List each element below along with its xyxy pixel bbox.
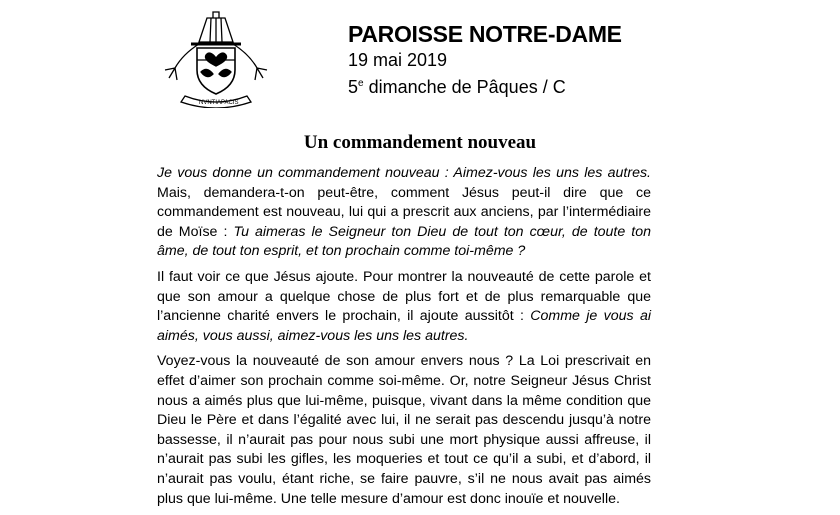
sunday-suffix: e [358, 78, 364, 89]
header [348, 20, 622, 99]
sunday-rest: dimanche de Pâques / C [363, 77, 566, 97]
liturgical-sunday [348, 72, 622, 99]
p1-quote2: Tu aimeras le Seigneur ton Dieu de tout ton cœur, de toute ton âme, de tout ton esprit, et ton prochain comme toi-même ? [157, 223, 651, 260]
motto-word-2: PACIS [221, 100, 239, 106]
paragraph-2 [157, 268, 651, 346]
p2-quote: Comme je vous ai aimés, vous aussi, aimez-vous les uns les autres. [157, 308, 651, 344]
p1-quote: Je vous donne un commandement nouveau : Aimez-vous les uns les autres. [157, 165, 651, 181]
motto-word-1: NVNTIA [199, 100, 222, 106]
paragraph-3 [157, 352, 651, 509]
sunday-date: 19 mai 2019 [348, 50, 448, 70]
parish-coat-of-arms-logo [155, 8, 277, 108]
p1-text: Mais, demandera-t-on peut-être, comment Jésus peut-il dire que ce commandement est nouveau, lui qui a prescrit aux anciens, par l’intermédiaire de Moïse : [157, 184, 651, 240]
homily-body [157, 164, 651, 515]
p2-text: Il faut voir ce que Jésus ajoute. Pour montrer la nouveauté de cette parole et que son amour a quelque chose de plus fort et de plus remarquable que l’ancienne charité envers le prochain, il ajoute aussitôt : [157, 268, 651, 325]
p3-text: Voyez-vous la nouveauté de son amour envers nous ? La Loi prescrivait en effet d’aimer son prochain comme soi-même. Or, notre Seigneur Jésus Christ nous a aimés plus que lui-même, puisque, vivant dans la même condition que Dieu le Père et dans l’égalité avec lui, il ne serait pas descendu jusqu’à notre bassesse, il n’aurait pas pour nous subi une mort physique aussi affreuse, il n’aurait pas subi les gifles, les moqueries et tout ce qu’il a subi, et d’abord, il n’aurait pas voulu, étant riche, se faire pauvre, s’il ne nous avait pas aimés plus que lui-même. Une telle mesure d’amour est donc inouïe et nouvelle. [157, 353, 651, 507]
page-title: Un commandement nouveau [303, 132, 537, 153]
sunday-number: 5 [348, 77, 359, 97]
paragraph-1 [157, 164, 651, 262]
parish-name: PAROISSE NOTRE-DAME [348, 21, 622, 47]
